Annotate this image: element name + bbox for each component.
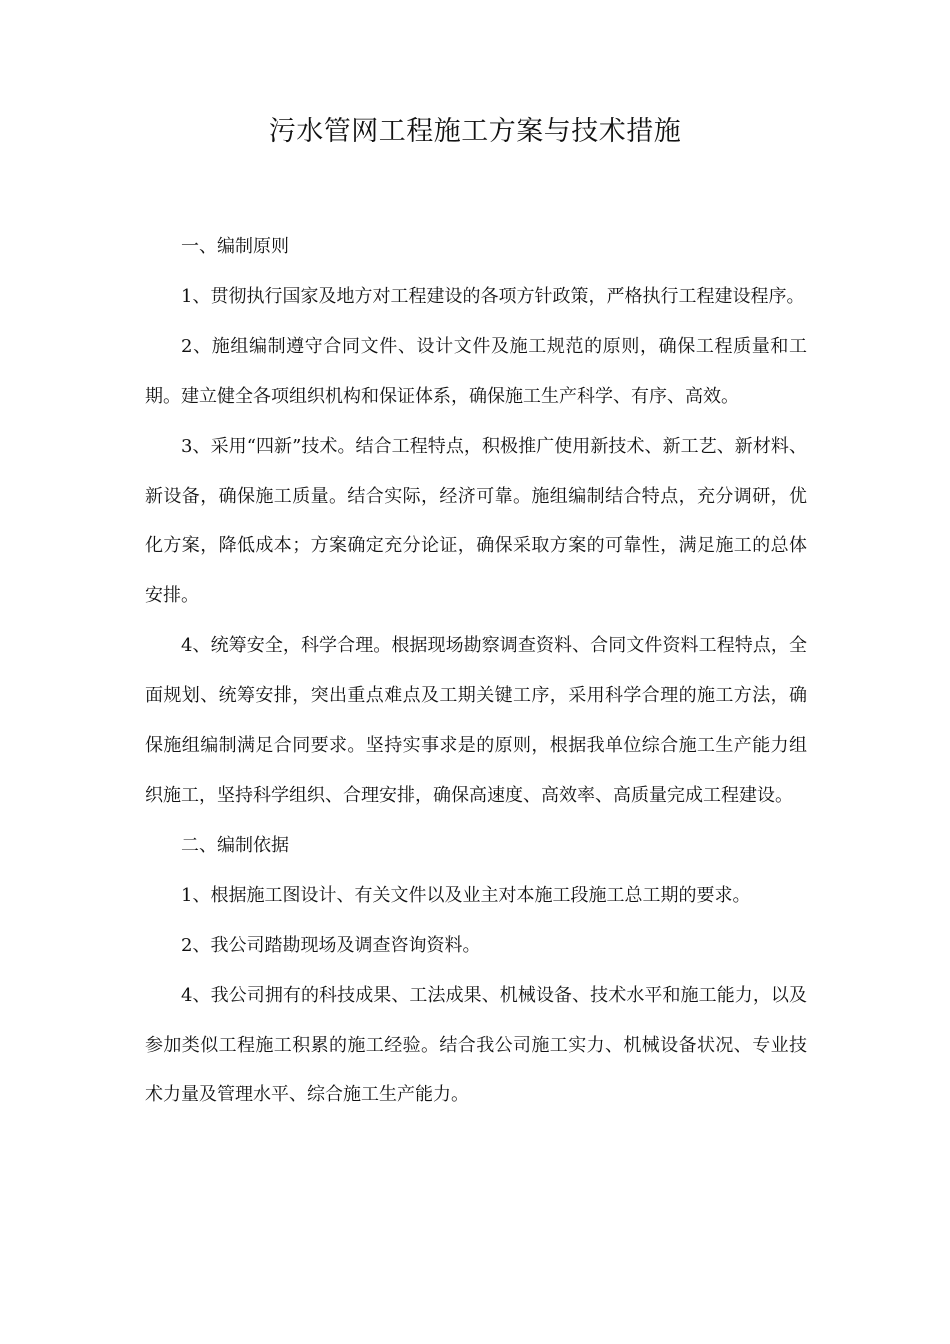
paragraph-basis-1: 1、根据施工图设计、有关文件以及业主对本施工段施工总工期的要求。 xyxy=(181,884,751,906)
paragraph-principle-1: 1、贯彻执行国家及地方对工程建设的各项方针政策，严格执行工程建设程序。 xyxy=(181,285,805,307)
paragraph-principle-3: 3、采用“四新”技术。结合工程特点，积极推广使用新技术、新工艺、新材料、新设备，确保施工质量。结合实际，经济可靠。施组编制结合特点，充分调研，优化方案，降低成本；方案确定充分论证，确保采取方案的可靠性，满足施工的总体安排。 xyxy=(145,435,807,607)
document-body xyxy=(145,222,807,1120)
paragraph-basis-4: 4、我公司拥有的科技成果、工法成果、机械设备、技术水平和施工能力，以及参加类似工程施工积累的施工经验。结合我公司施工实力、机械设备状况、专业技术力量及管理水平、综合施工生产能力。 xyxy=(145,984,807,1106)
paragraph-principle-2: 2、施组编制遵守合同文件、设计文件及施工规范的原则，确保工程质量和工期。建立健全各项组织机构和保证体系，确保施工生产科学、有序、高效。 xyxy=(145,335,807,407)
document-title: 污水管网工程施工方案与技术措施 xyxy=(268,116,682,147)
section-heading-principles: 一、编制原则 xyxy=(181,236,289,257)
paragraph-principle-4: 4、统筹安全，科学合理。根据现场勘察调查资料、合同文件资料工程特点，全面规划、统筹安排，突出重点难点及工期关键工序，采用科学合理的施工方法，确保施组编制满足合同要求。坚持实事求是的原则，根据我单位综合施工生产能力组织施工，坚持科学组织、合理安排，确保高速度、高效率、高质量完成工程建设。 xyxy=(145,635,807,806)
section-heading-basis: 二、编制依据 xyxy=(181,834,289,856)
paragraph-basis-2: 2、我公司踏勘现场及调查咨询资料。 xyxy=(181,934,481,956)
